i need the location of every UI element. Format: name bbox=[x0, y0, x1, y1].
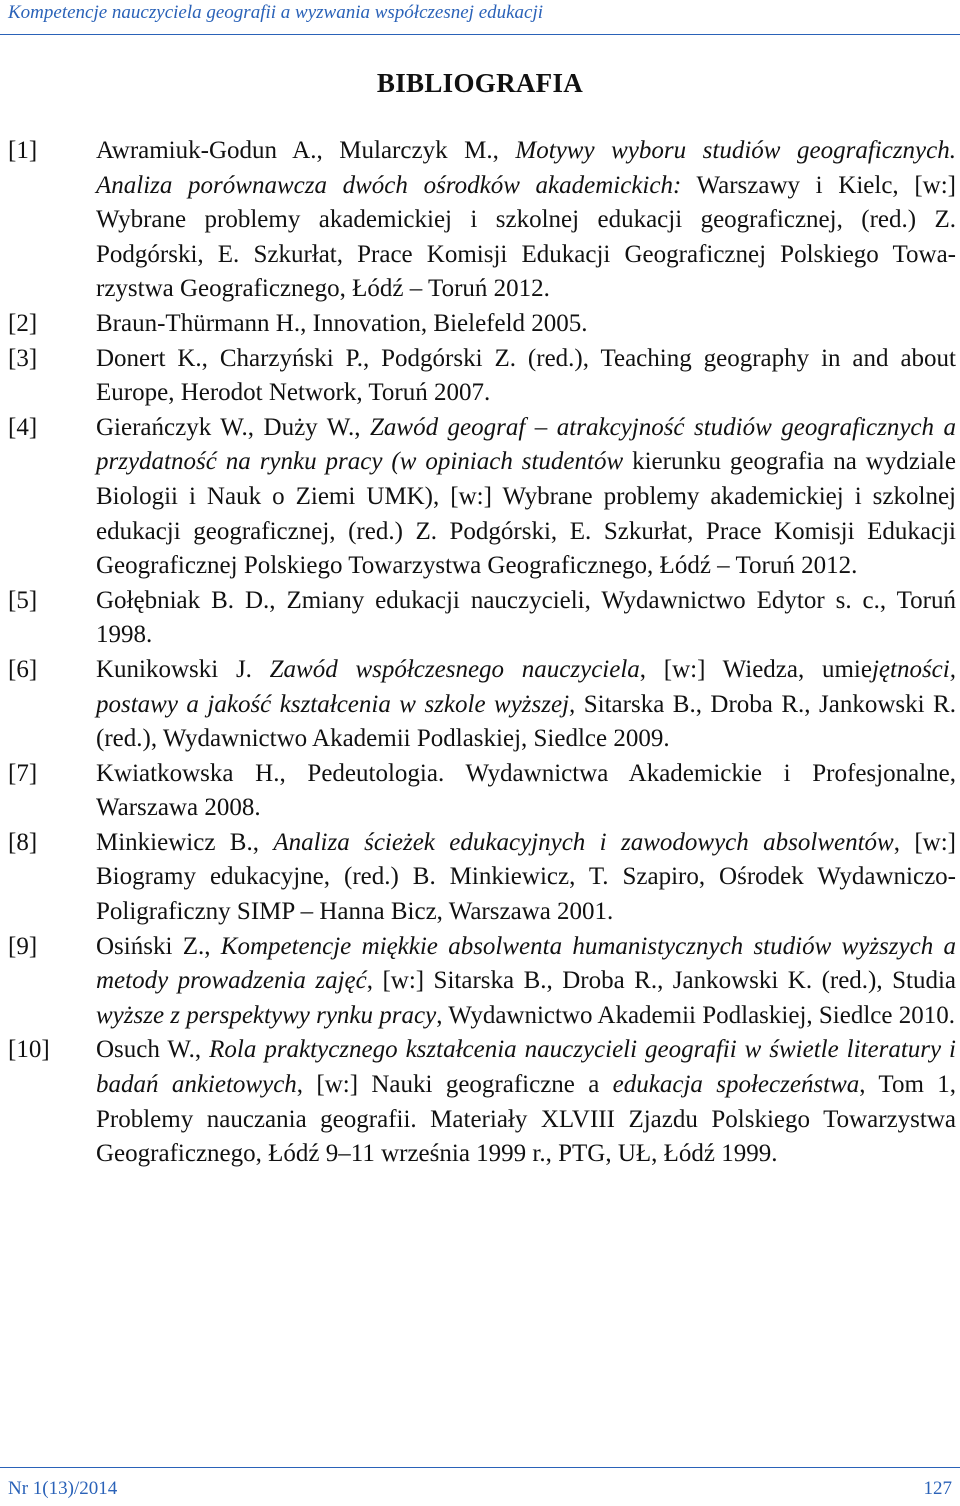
entry-text-segment: Osiński Z., bbox=[96, 932, 221, 960]
entry-text-segment: Gołębniak B. D., Zmiany edukacji nauczycieli, Wydawnictwo Edytor s. c., Toruń 1998. bbox=[96, 586, 956, 649]
entry-number: [4] bbox=[8, 413, 38, 441]
bibliography-entry bbox=[8, 411, 956, 584]
issue-number: Nr 1(13)/2014 bbox=[8, 1478, 118, 1499]
entry-title-italic: Zawód geograf – atrakcyjność studiów geograficznych a przydatność na rynku pracy (w opiniach studentów bbox=[96, 413, 957, 476]
entry-text-segment: Kwiatkowska H., Pedeutologia. Wydawnictwa Akademickie i Profesjonalne, Warszawa 2008. bbox=[96, 759, 956, 822]
bibliography-list bbox=[8, 134, 956, 1172]
entry-title-italic: Rola praktycznego kształcenia nauczycieli geografii w świetle literatury i badań ankietowych bbox=[96, 1036, 956, 1099]
entry-text-segment: , [w:] Wiedza, umie bbox=[639, 655, 872, 683]
bibliography-entry bbox=[8, 342, 956, 411]
entry-text-segment: Kunikowski J. bbox=[96, 655, 270, 683]
bibliography-entry bbox=[8, 826, 956, 930]
entry-text-segment: , Tom 1, Problemy nauczania geografii. Materiały XLVIII Zjazdu Polskiego Towarzystwa Geograficznego, Łódź 9–11 września 1999 r., PTG, UŁ, Łódź 1999. bbox=[96, 1071, 956, 1168]
entry-text-segment: Braun-Thürmann H., Innovation, Bielefeld 2005. bbox=[96, 309, 588, 337]
entry-number: [3] bbox=[8, 344, 38, 372]
entry-text bbox=[96, 656, 956, 752]
running-header: Kompetencje nauczyciela geografii a wyzwania współczesnej edukacji bbox=[8, 2, 544, 23]
entry-number: [9] bbox=[8, 932, 38, 960]
entry-text-segment: , [w:] Sitarska B., Droba R., Jankowski K. (red.), Studia bbox=[366, 967, 956, 995]
bibliography-entry bbox=[8, 134, 956, 307]
entry-title-italic: edukacja społeczeństwa bbox=[612, 1071, 860, 1099]
entry-title-italic: Motywy wyboru studiów geograficznych. Analiza porównawcza dwóch ośrodków akademickich: bbox=[96, 137, 957, 199]
entry-text-segment: kierunku geografia na wydziale Biologii i Nauk o Ziemi UMK), [w:] Wybrane problemy akademickiej i szkolnej edukacji geograficznej, (red.) Z. Podgórski, E. Szkurłat, Prace Komisji Edukacji Geograficznej Polskiego Towarzystwa Geograficznego, Łódź – Toruń 2012. bbox=[96, 448, 956, 580]
entry-text bbox=[96, 587, 956, 649]
entry-text-segment: Warszawy i Kielc, [w:] Wybrane problemy akademickiej i szkolnej edukacji geograficznej, (red.) Z. Podgórski, E. Szkurłat, Prace Komisji Edukacji Geograficznej Polskiego Towarzystwa Geograficznego, Łódź – Toruń 2012. bbox=[96, 171, 956, 303]
entry-text bbox=[96, 345, 956, 407]
entry-number: [10] bbox=[8, 1036, 50, 1064]
bibliography-entry bbox=[8, 584, 956, 653]
entry-number: [2] bbox=[8, 309, 38, 337]
entry-text-segment: Osuch W., bbox=[96, 1036, 210, 1064]
entry-text-segment: Donert K., Charzyński P., Podgórski Z. (red.), Teaching geography in and about Europe, Herodot Network, Toruń 2007. bbox=[96, 344, 956, 407]
entry-number: [7] bbox=[8, 759, 38, 787]
entry-title-italic: wyższe z perspektywy rynku pracy bbox=[96, 1001, 437, 1029]
entry-text bbox=[96, 829, 956, 925]
page-title: BIBLIOGRAFIA bbox=[376, 68, 584, 98]
bibliography-entry bbox=[8, 1033, 956, 1171]
bibliography-entry bbox=[8, 757, 956, 826]
bibliography-entry bbox=[8, 307, 956, 342]
bibliography-entry bbox=[8, 653, 956, 757]
entry-number: [6] bbox=[8, 655, 38, 683]
entry-title-italic: Analiza ścieżek edukacyjnych i zawodowych absolwentów bbox=[273, 828, 894, 856]
entry-text-segment: , [w:] Nauki geograficzne a bbox=[296, 1071, 613, 1099]
entry-text bbox=[96, 310, 588, 337]
entry-title-italic: Zawód współczesnego nauczyciela bbox=[269, 655, 640, 683]
entry-text bbox=[96, 933, 956, 1029]
entry-title-italic: Kompetencje miękkie absolwenta humanistycznych studiów wyższych a metody prowadzenia zajęć bbox=[96, 932, 956, 995]
entry-number: [8] bbox=[8, 828, 38, 856]
entry-text bbox=[96, 137, 956, 302]
entry-text-segment: Awramiuk-Godun A., Mularczyk M., bbox=[96, 137, 516, 164]
entry-number: [5] bbox=[8, 586, 38, 614]
entry-number: [1] bbox=[8, 137, 38, 164]
footer-divider bbox=[0, 1467, 960, 1468]
bibliography-entry bbox=[8, 930, 956, 1034]
entry-text bbox=[96, 1036, 956, 1167]
page-number: 127 bbox=[923, 1478, 952, 1499]
entry-text bbox=[96, 414, 956, 579]
entry-text-segment: , [w:] Biogramy edukacyjne, (red.) B. Minkiewicz, T. Szapiro, Ośrodek Wydawniczo-Poligraficzny SIMP – Hanna Bicz, Warszawa 2001. bbox=[96, 828, 956, 926]
entry-text-segment: Sitarska B., Droba R., Jankowski R. (red.), Wydawnictwo Akademii Podlaskiej, Siedlce 2009. bbox=[96, 690, 956, 753]
header-divider bbox=[0, 34, 960, 35]
entry-text bbox=[96, 760, 956, 822]
entry-text-segment: Gierańczyk W., Duży W., bbox=[96, 413, 370, 441]
entry-text-segment: , Wydawnictwo Akademii Podlaskiej, Siedlce 2010. bbox=[436, 1001, 955, 1029]
entry-text-segment: Minkiewicz B., bbox=[96, 828, 274, 856]
entry-title-italic: jętności, postawy a jakość kształcenia w szkole wyższej, bbox=[96, 655, 956, 718]
